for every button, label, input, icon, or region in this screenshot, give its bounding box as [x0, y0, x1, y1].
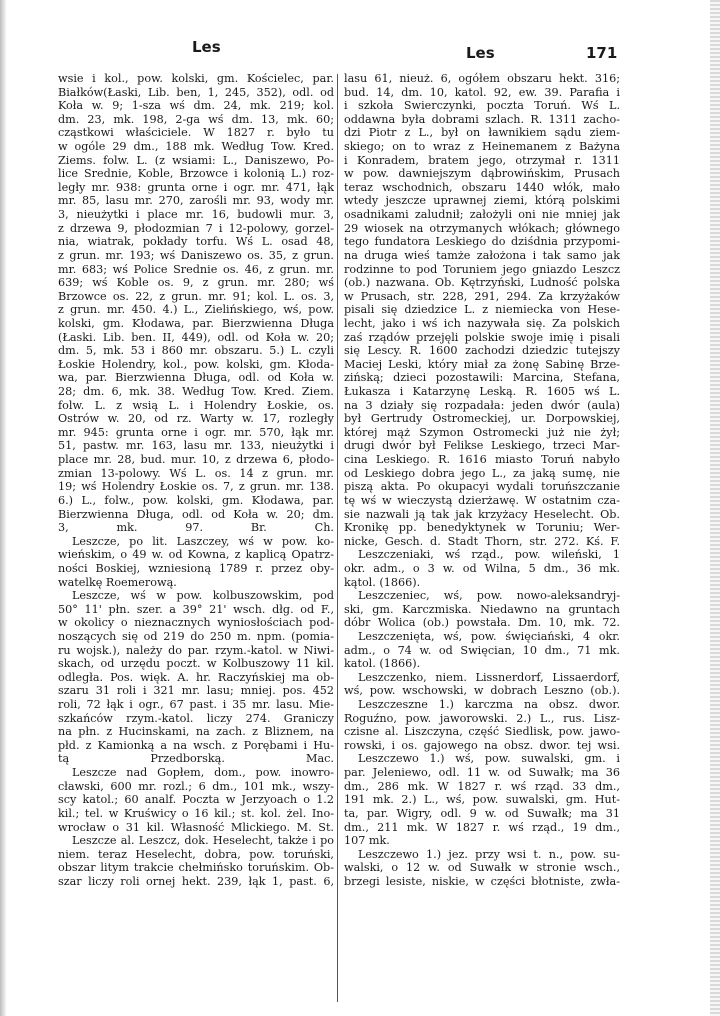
text-line: ski, gm. Karczmiska. Niedawno na gruntach — [344, 602, 620, 616]
text-line: Ziems. folw. L. (z wsiami: L., Daniszewo, Po- — [58, 153, 334, 167]
text-line: w ogóle 29 dm., 188 mk. Według Tow. Kred. — [58, 140, 334, 154]
text-line: 28; dm. 6, mk. 38. Według Tow. Kred. Ziem. — [58, 385, 334, 399]
text-line: był Gertrudy Ostromeckiej, ur. Dorpowskiej, — [344, 412, 620, 426]
text-line: której mąż Szymon Ostromecki już nie żył; — [344, 425, 620, 439]
text-line: Łukasza i Katarzynę Leską. R. 1605 wś L. — [344, 385, 620, 399]
text-line: 50° 11' płn. szer. a 39° 21' wsch. dłg. od F., — [58, 602, 334, 616]
text-line: par. Jeleniewo, odl. 11 w. od Suwałk; ma 36 — [344, 766, 620, 780]
text-line: watelkę Roemerową. — [58, 575, 177, 589]
text-line: kątol. (1866). — [344, 575, 421, 589]
text-line: bud. 14, dm. 10, katol. 92, ew. 39. Parafia i — [344, 85, 620, 99]
text-line: Leszczewo 1.) wś, pow. suwalski, gm. i — [358, 752, 620, 766]
text-line: (ob.) nazwana. Ob. Kętrzyński, Ludność polska — [344, 276, 620, 290]
text-line: nia, wiatrak, pokłady torfu. Wś L. osad 48, — [58, 235, 334, 249]
text-line: rowski, i os. gajowego na obsz. dwor. tej wsi. — [344, 738, 620, 752]
text-line: niem. teraz Heselecht, dobra, pow. toruński, — [58, 847, 334, 861]
text-line: 191 mk. 2.) L., wś, pow. suwalski, gm. Hut- — [344, 793, 620, 807]
text-line: 29 wiosek na otrzymanych włókach; głównego — [344, 221, 620, 235]
text-line: mr. 683; wś Police Srednie os. 46, z grun. mr. — [58, 262, 334, 276]
text-line: 51, pastw. mr. 163, lasu mr. 133, nieużytki i — [58, 439, 334, 453]
text-line: Leszczewo 1.) jez. przy wsi t. n., pow. su- — [358, 847, 620, 861]
running-head-left: Les — [192, 38, 221, 56]
text-line: ta, par. Wigry, odl. 9 w. od Suwałk; ma 31 — [344, 806, 620, 820]
text-line: dm., 211 mk. W 1827 r. wś rząd., 19 dm., — [344, 820, 620, 834]
text-line: oddawna była dobrami szlach. R. 1311 zacho- — [344, 112, 620, 126]
text-line: z drzewa 9, płodozmian 7 i 12-polowy, gorzel- — [58, 221, 334, 235]
text-line: osadnikami zaludnił; założyli oni nie mniej jak — [344, 208, 620, 222]
text-line: obszar litym trakcie chełmińsko toruńskim. Ob- — [58, 861, 334, 875]
text-line: i Konradem, bratem jego, otrzymał r. 1311 — [344, 153, 620, 167]
text-line: Maciej Leski, który miał za żonę Sabinę Brze- — [344, 357, 620, 371]
page-number: 171 — [586, 44, 618, 62]
text-line: Leszczeszne 1.) karczma na obsz. dwor. — [358, 698, 620, 712]
text-line: wa, par. Bierzwienna Długa, odl. od Koła w. — [58, 371, 334, 385]
text-line: 6.) L., folw., pow. kolski, gm. Kłodawa, par. — [58, 493, 334, 507]
column-divider — [337, 74, 338, 1002]
text-line: Roguźno, pow. jaworowski. 2.) L., rus. Lisz- — [344, 711, 620, 725]
text-line: Leszczenko, niem. Lissnerdorf, Lissaerdorf, — [358, 670, 620, 684]
text-line: wieńskim, o 49 w. od Kowna, z kaplicą Opatrz- — [58, 548, 334, 562]
text-line: 3, mk. 97. Br. Ch. — [58, 521, 334, 535]
text-line: dm., 286 mk. W 1827 r. wś rząd. 33 dm., — [344, 779, 620, 793]
scan-edge-left — [0, 0, 6, 1016]
text-line: w pow. dawniejszym dąbrowińskim, Prusach — [344, 167, 620, 181]
text-line: drugi dwór był Felikse Leskiego, trzeci Mar- — [344, 439, 620, 453]
text-line: place mr. 28, bud. mur. 10, z drzewa 6, płodo- — [58, 453, 334, 467]
text-line: w okolicy o nieznacznych wyniosłościach pod- — [58, 616, 334, 630]
text-line: wrocław o 31 kil. Własność Mlickiego. M. St. — [58, 820, 334, 834]
text-line: Łoskie Holendry, kol., pow. kolski, gm. Kłoda- — [58, 357, 334, 371]
text-line: z grun. mr. 450. 4.) L., Zielińskiego, wś, pow. — [58, 303, 334, 317]
right-text-column — [344, 72, 620, 889]
text-line: na druga wieś tamże założona i tak samo jak — [344, 248, 620, 262]
text-line: Ostrów w. 20, od rz. Warty w. 17, rozległy — [58, 412, 334, 426]
text-line: dzi Piotr z L., był on ławnikiem sądu ziem- — [344, 126, 620, 140]
text-line: dm. 23, mk. 198, 2-ga wś dm. 13, mk. 60; — [58, 112, 334, 126]
text-line: na 3 działy się rozpadała: jeden dwór (aula) — [344, 398, 620, 412]
text-line: scy katol.; 60 analf. Poczta w Jerzyoach o 1.2 — [58, 793, 334, 807]
text-line: płd. z Kamionką a na wsch. z Porębami i Hu- — [58, 738, 334, 752]
text-line: ru wojsk.), należy do par. rzym.-katol. w Niwi- — [58, 643, 334, 657]
text-line: tą Przedborską. Mac. — [58, 752, 334, 766]
text-line: Leszcze nad Gopłem, dom., pow. inowro- — [72, 766, 334, 780]
text-line: szaru 31 roli i 321 mr. lasu; mniej. pos. 452 — [58, 684, 334, 698]
text-line: katol. (1866). — [344, 657, 421, 671]
text-line: Leszcze al. Leszcz, dok. Heselecht, także i po — [72, 834, 334, 848]
text-line: roli, 72 łąk i ogr., 67 past. i 35 mr. lasu. Mie- — [58, 698, 334, 712]
text-line: Leszcze, po lit. Laszczey, wś w pow. ko- — [72, 534, 334, 548]
running-head-right: Les — [466, 44, 495, 62]
text-line: zaś rządów przejęli polskie swoje imię i pisali — [344, 330, 620, 344]
text-line: Bierzwienna Długa, odl. od Koła w. 20; dm. — [58, 507, 334, 521]
text-line: 19; wś Holendry Łoskie os. 7, z grun. mr. 138. — [58, 480, 334, 494]
text-line: brzegi lesiste, niskie, w części błotniste, zwła- — [344, 874, 620, 888]
text-line: na płn. z Hucinskami, na zach. z Bliznem, na — [58, 725, 334, 739]
text-line: folw. L. z wsią L. i Holendry Łoskie, os. — [58, 398, 334, 412]
text-line: walski, o 12 w. od Suwałk w stronie wsch., — [344, 861, 620, 875]
text-line: tę wś w wieczystą dzierżawę. W ostatnim cza- — [344, 493, 620, 507]
page-header — [0, 38, 720, 62]
text-line: Brzowce os. 22, z grun. mr. 91; kol. L. os. 3, — [58, 289, 334, 303]
text-line: Białków(Łaski, Lib. ben, 1, 245, 352), odl. od — [58, 85, 334, 99]
text-line: Leszcze, wś w pow. kolbuszowskim, pod — [72, 589, 334, 603]
text-line: cławski, 600 mr. rozl.; 6 dm., 101 mk., wszy- — [58, 779, 334, 793]
text-line: i szkoła Swierczynki, poczta Toruń. Wś L. — [344, 99, 620, 113]
text-line: kolski, gm. Kłodawa, par. Bierzwienna Długa — [58, 316, 334, 330]
text-line: odległa. Pos. więk. A. hr. Raczyńskiej ma ob- — [58, 670, 334, 684]
text-line: wtedy jeszcze uprawnej ziemi, którą polskimi — [344, 194, 620, 208]
text-line: nicke, Gesch. d. Stadt Thorn, str. 272. Kś. F. — [344, 534, 620, 548]
text-line: cina Leskiego. R. 1616 miasto Toruń nabyło — [344, 453, 620, 467]
text-line: rodzinne to pod Toruniem jego gniazdo Leszcz — [344, 262, 620, 276]
text-line: od Leskiego dobra jego L., za jaką sumę, nie — [344, 466, 620, 480]
text-line: legły mr. 938: grunta orne i ogr. mr. 471, łąk — [58, 180, 334, 194]
text-line: lecht, jako i wś ich nazywała się. Za polskich — [344, 316, 620, 330]
text-line: noszących się od 219 do 250 m. npm. (pomia- — [58, 629, 334, 643]
text-line: w Prusach, str. 228, 291, 294. Za krzyżaków — [344, 289, 620, 303]
text-line: skach, od urzędu poczt. w Kolbuszowy 11 kil. — [58, 657, 334, 671]
text-line: (Łaski. Lib. ben. II, 449), odl. od Koła w. 20; — [58, 330, 334, 344]
text-line: czisne al. Liszczyna, część Siedlisk, pow. jawo- — [344, 725, 620, 739]
text-line: Leszczenięta, wś, pow. święciański, 4 okr. — [358, 629, 620, 643]
text-line: dm. 5, mk. 53 i 860 mr. obszaru. 5.) L. czyli — [58, 344, 334, 358]
text-line: zmian 13-polowy. Wś L. os. 14 z grun. mr. — [58, 466, 334, 480]
text-line: 3, nieużytki i place mr. 16, budowli mur. 3, — [58, 208, 334, 222]
text-line: z grun. mr. 193; wś Daniszewo os. 35, z grun. — [58, 248, 334, 262]
text-line: szar liczy roli ornej hekt. 239, łąk 1, past. 6, — [58, 874, 334, 888]
text-line: mr. 945: grunta orne i ogr. mr. 570, łąk mr. — [58, 425, 334, 439]
text-line: lasu 61, nieuż. 6, ogółem obszaru hekt. 316; — [344, 72, 620, 85]
text-line: dóbr Wolica (ob.) powstała. Dm. 10, mk. 72. — [344, 616, 620, 630]
text-line: Koła w. 9; 1-sza wś dm. 24, mk. 219; kol. — [58, 99, 334, 113]
text-line: 107 mk. — [344, 834, 390, 848]
text-line: lice Srednie, Koble, Brzowce i kolonią L.) roz- — [58, 167, 334, 181]
text-line: mr. 85, lasu mr. 270, zarośli mr. 93, wody mr. — [58, 194, 334, 208]
text-line: adm., o 74 w. od Swięcian, 10 dm., 71 mk. — [344, 643, 620, 657]
text-line: piszą akta. Po okupacyi wydali toruńszczanie — [344, 480, 620, 494]
text-line: tego fundatora Leskiego do dziśdnia przypomi- — [344, 235, 620, 249]
text-line: cząstkowi właściciele. W 1827 r. było tu — [58, 126, 334, 140]
text-line: Leszczeniec, wś, pow. nowo-aleksandryj- — [358, 589, 620, 603]
text-line: zińską; dzieci pozostawili: Marcina, Stefana, — [344, 371, 620, 385]
text-line: szkańców rzym.-katol. liczy 274. Graniczy — [58, 711, 334, 725]
text-line: kil.; tel. w Kruświcy o 16 kil.; st. kol. żel. Ino- — [58, 806, 334, 820]
scan-edge-right — [710, 0, 720, 1016]
text-line: sie nazwali ją tak jak krzyżacy Heselecht. Ob. — [344, 507, 620, 521]
text-line: okr. adm., o 3 w. od Wilna, 5 dm., 36 mk. — [344, 561, 620, 575]
text-line: wsie i kol., pow. kolski, gm. Kościelec, par. — [58, 72, 334, 85]
text-line: teraz wschodnich, obszaru 1440 włók, mało — [344, 180, 620, 194]
left-text-column — [58, 72, 334, 889]
text-line: ności Boskiej, wzniesioną 1789 r. przez oby- — [58, 561, 334, 575]
text-line: Kronikę pp. benedyktynek w Toruniu; Wer- — [344, 521, 620, 535]
text-line: się Lescy. R. 1600 zachodzi dziedzic tutejszy — [344, 344, 620, 358]
text-line: skiego; on to wraz z Heinemanem z Bażyna — [344, 140, 620, 154]
text-line: wś, pow. wschowski, w dobrach Leszno (ob.). — [344, 684, 620, 698]
text-line: 639; wś Koble os. 9, z grun. mr. 280; wś — [58, 276, 334, 290]
text-line: Leszczeniaki, wś rząd., pow. wileński, 1 — [358, 548, 620, 562]
text-line: pisali się dziedzice L. z niemiecka von Hese- — [344, 303, 620, 317]
